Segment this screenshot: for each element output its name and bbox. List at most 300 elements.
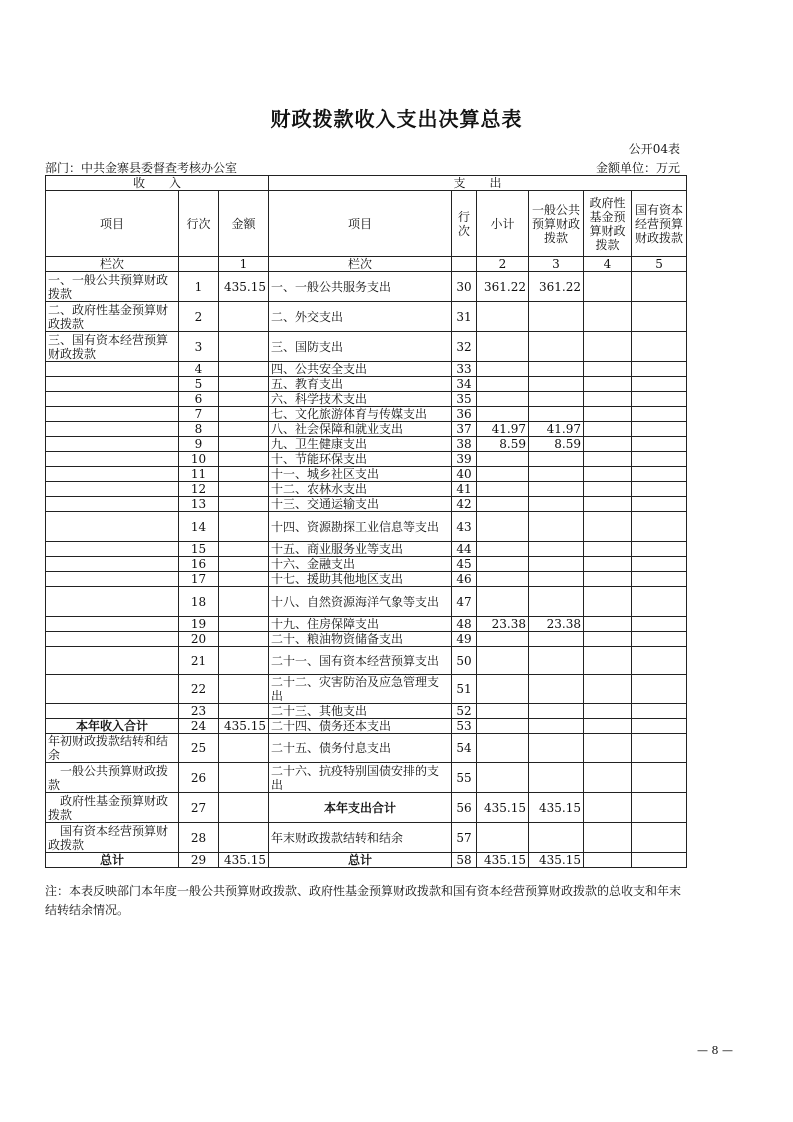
fund-budget-cell — [584, 587, 632, 617]
income-line-header: 行次 — [179, 191, 219, 257]
income-amount-cell — [219, 675, 269, 704]
fund-budget-cell — [584, 734, 632, 763]
general-budget-cell: 23.38 — [529, 617, 584, 632]
expense-line-cell: 46 — [452, 572, 477, 587]
expense-item-cell: 十八、自然资源海洋气象等支出 — [269, 587, 452, 617]
income-item-cell — [46, 362, 179, 377]
subtotal-cell — [477, 452, 529, 467]
income-item-cell — [46, 512, 179, 542]
table-row — [46, 793, 687, 823]
general-budget-cell — [529, 452, 584, 467]
income-line-cell: 23 — [179, 704, 219, 719]
income-item-cell: 国有资本经营预算财政拨款 — [46, 823, 179, 853]
table-row — [46, 587, 687, 617]
income-item-cell: 本年收入合计 — [46, 719, 179, 734]
general-budget-cell: 435.15 — [529, 793, 584, 823]
general-budget-cell: 41.97 — [529, 422, 584, 437]
income-line-cell: 24 — [179, 719, 219, 734]
income-amount-cell — [219, 407, 269, 422]
income-amount-cell — [219, 437, 269, 452]
fund-budget-cell — [584, 467, 632, 482]
table-row — [46, 734, 687, 763]
expense-item-cell: 十九、住房保障支出 — [269, 617, 452, 632]
subtotal-cell — [477, 482, 529, 497]
general-budget-cell — [529, 512, 584, 542]
income-amount-cell — [219, 572, 269, 587]
expense-item-cell: 四、公共安全支出 — [269, 362, 452, 377]
income-amount-cell — [219, 704, 269, 719]
soe-budget-header: 国有资本经营预算财政拨款 — [632, 191, 687, 257]
fund-budget-cell — [584, 763, 632, 793]
soe-budget-cell — [632, 632, 687, 647]
soe-budget-cell — [632, 587, 687, 617]
fund-budget-cell — [584, 362, 632, 377]
fund-budget-cell — [584, 542, 632, 557]
income-item-cell: 三、国有资本经营预算财政拨款 — [46, 332, 179, 362]
expense-item-cell: 十四、资源勘探工业信息等支出 — [269, 512, 452, 542]
table-row — [46, 467, 687, 482]
income-item-cell — [46, 542, 179, 557]
general-budget-cell — [529, 719, 584, 734]
expense-line-cell: 52 — [452, 704, 477, 719]
income-amount-cell: 435.15 — [219, 853, 269, 868]
subtotal-cell — [477, 542, 529, 557]
income-line-cell: 25 — [179, 734, 219, 763]
income-line-cell: 27 — [179, 793, 219, 823]
income-amount-cell — [219, 392, 269, 407]
expense-line-cell: 44 — [452, 542, 477, 557]
expense-item-cell: 十六、金融支出 — [269, 557, 452, 572]
fund-budget-cell — [584, 572, 632, 587]
income-line-cell: 28 — [179, 823, 219, 853]
expense-item-cell: 十二、农林水支出 — [269, 482, 452, 497]
subtotal-cell — [477, 467, 529, 482]
income-item-cell — [46, 392, 179, 407]
expense-item-cell: 一、一般公共服务支出 — [269, 272, 452, 302]
subtotal-cell — [477, 763, 529, 793]
expense-item-cell: 二十三、其他支出 — [269, 704, 452, 719]
expense-line-cell: 36 — [452, 407, 477, 422]
soe-budget-cell — [632, 512, 687, 542]
expense-line-cell: 37 — [452, 422, 477, 437]
income-line-cell: 13 — [179, 497, 219, 512]
general-budget-cell: 361.22 — [529, 272, 584, 302]
col-num-2: 2 — [477, 257, 529, 272]
income-line-cell: 5 — [179, 377, 219, 392]
table-row — [46, 853, 687, 868]
income-amount-cell — [219, 362, 269, 377]
income-line-cell: 22 — [179, 675, 219, 704]
subtotal-cell: 361.22 — [477, 272, 529, 302]
subtotal-cell: 435.15 — [477, 793, 529, 823]
soe-budget-cell — [632, 793, 687, 823]
income-amount-cell — [219, 482, 269, 497]
income-line-cell: 10 — [179, 452, 219, 467]
expense-line-cell: 34 — [452, 377, 477, 392]
income-item-cell — [46, 587, 179, 617]
soe-budget-cell — [632, 704, 687, 719]
general-budget-cell — [529, 362, 584, 377]
expense-line-cell: 54 — [452, 734, 477, 763]
table-row — [46, 763, 687, 793]
expense-line-cell: 43 — [452, 512, 477, 542]
soe-budget-cell — [632, 497, 687, 512]
subtotal-cell — [477, 719, 529, 734]
fund-budget-cell — [584, 793, 632, 823]
general-budget-cell — [529, 587, 584, 617]
table-row — [46, 617, 687, 632]
subtotal-cell — [477, 572, 529, 587]
income-item-cell — [46, 704, 179, 719]
income-line-cell: 26 — [179, 763, 219, 793]
soe-budget-cell — [632, 853, 687, 868]
soe-budget-cell — [632, 302, 687, 332]
subtotal-cell: 41.97 — [477, 422, 529, 437]
subtotal-cell: 23.38 — [477, 617, 529, 632]
table-row — [46, 407, 687, 422]
table-row — [46, 719, 687, 734]
finance-table — [45, 175, 687, 868]
income-item-cell — [46, 647, 179, 675]
income-item-cell — [46, 437, 179, 452]
general-budget-header: 一般公共预算财政拨款 — [529, 191, 584, 257]
income-item-cell — [46, 377, 179, 392]
subtotal-cell — [477, 675, 529, 704]
general-budget-cell — [529, 763, 584, 793]
general-budget-cell — [529, 734, 584, 763]
expense-item-cell: 十五、商业服务业等支出 — [269, 542, 452, 557]
income-line-cell: 12 — [179, 482, 219, 497]
expense-line-cell: 53 — [452, 719, 477, 734]
general-budget-cell — [529, 542, 584, 557]
general-budget-cell — [529, 647, 584, 675]
fund-budget-cell — [584, 853, 632, 868]
income-line-cell: 3 — [179, 332, 219, 362]
income-line-cell: 14 — [179, 512, 219, 542]
fund-budget-cell — [584, 302, 632, 332]
income-amount-cell — [219, 647, 269, 675]
soe-budget-cell — [632, 362, 687, 377]
table-row — [46, 557, 687, 572]
income-amount-cell — [219, 632, 269, 647]
expense-item-cell: 九、卫生健康支出 — [269, 437, 452, 452]
subtotal-cell: 8.59 — [477, 437, 529, 452]
income-amount-cell — [219, 734, 269, 763]
income-line-cell: 6 — [179, 392, 219, 407]
income-item-cell — [46, 497, 179, 512]
soe-budget-cell — [632, 734, 687, 763]
fund-budget-cell — [584, 823, 632, 853]
subtotal-cell — [477, 734, 529, 763]
subtotal-cell — [477, 332, 529, 362]
income-line-cell: 2 — [179, 302, 219, 332]
expense-item-cell: 十一、城乡社区支出 — [269, 467, 452, 482]
subtotal-cell — [477, 647, 529, 675]
income-item-header: 项目 — [46, 191, 179, 257]
expense-line-cell: 40 — [452, 467, 477, 482]
income-item-cell — [46, 452, 179, 467]
soe-budget-cell — [632, 452, 687, 467]
expense-item-cell: 五、教育支出 — [269, 377, 452, 392]
income-amount-cell: 435.15 — [219, 272, 269, 302]
income-item-cell — [46, 675, 179, 704]
table-row — [46, 422, 687, 437]
expense-line-header: 行次 — [452, 191, 477, 257]
income-amount-header: 金额 — [219, 191, 269, 257]
expense-line-cell: 49 — [452, 632, 477, 647]
income-amount-cell — [219, 452, 269, 467]
expense-item-cell: 三、国防支出 — [269, 332, 452, 362]
income-amount-cell — [219, 617, 269, 632]
income-amount-cell — [219, 512, 269, 542]
subtotal-header: 小计 — [477, 191, 529, 257]
fund-budget-cell — [584, 407, 632, 422]
general-budget-cell — [529, 482, 584, 497]
fund-budget-cell — [584, 675, 632, 704]
income-item-cell — [46, 572, 179, 587]
soe-budget-cell — [632, 647, 687, 675]
soe-budget-cell — [632, 332, 687, 362]
expense-item-header: 项目 — [269, 191, 452, 257]
column-number-row — [46, 257, 687, 272]
income-item-cell — [46, 617, 179, 632]
soe-budget-cell — [632, 467, 687, 482]
subtotal-cell — [477, 823, 529, 853]
soe-budget-cell — [632, 407, 687, 422]
income-amount-cell — [219, 587, 269, 617]
fund-budget-cell — [584, 332, 632, 362]
general-budget-cell — [529, 632, 584, 647]
expense-item-cell: 十七、援助其他地区支出 — [269, 572, 452, 587]
expense-line-cell: 58 — [452, 853, 477, 868]
subtotal-cell — [477, 704, 529, 719]
income-amount-cell — [219, 823, 269, 853]
expense-item-cell: 八、社会保障和就业支出 — [269, 422, 452, 437]
fund-budget-header: 政府性基金预算财政拨款 — [584, 191, 632, 257]
col-label-left: 栏次 — [46, 257, 179, 272]
expense-line-cell: 30 — [452, 272, 477, 302]
table-row — [46, 302, 687, 332]
expense-line-cell: 50 — [452, 647, 477, 675]
soe-budget-cell — [632, 617, 687, 632]
general-budget-cell — [529, 572, 584, 587]
expense-item-cell: 十、节能环保支出 — [269, 452, 452, 467]
expense-item-cell: 二十六、抗疫特别国债安排的支出 — [269, 763, 452, 793]
table-row — [46, 272, 687, 302]
general-budget-cell: 435.15 — [529, 853, 584, 868]
income-line-cell: 4 — [179, 362, 219, 377]
table-row — [46, 377, 687, 392]
income-line-cell: 9 — [179, 437, 219, 452]
subtotal-cell — [477, 497, 529, 512]
general-budget-cell: 8.59 — [529, 437, 584, 452]
soe-budget-cell — [632, 377, 687, 392]
income-amount-cell — [219, 377, 269, 392]
expense-line-cell: 45 — [452, 557, 477, 572]
fund-budget-cell — [584, 272, 632, 302]
income-line-cell: 16 — [179, 557, 219, 572]
subtotal-cell — [477, 392, 529, 407]
income-item-cell: 政府性基金预算财政拨款 — [46, 793, 179, 823]
page-title: 财政拨款收入支出决算总表 — [270, 107, 523, 131]
income-amount-cell — [219, 557, 269, 572]
income-item-cell — [46, 407, 179, 422]
table-row — [46, 497, 687, 512]
subtotal-cell — [477, 377, 529, 392]
soe-budget-cell — [632, 422, 687, 437]
general-budget-cell — [529, 377, 584, 392]
fund-budget-cell — [584, 482, 632, 497]
fund-budget-cell — [584, 557, 632, 572]
col-num-3: 3 — [529, 257, 584, 272]
expense-line-cell: 51 — [452, 675, 477, 704]
income-line-cell: 17 — [179, 572, 219, 587]
subtotal-cell — [477, 302, 529, 332]
expense-line-cell: 32 — [452, 332, 477, 362]
header-row-columns — [46, 191, 687, 257]
expense-line-cell: 48 — [452, 617, 477, 632]
fund-budget-cell — [584, 704, 632, 719]
expense-item-cell: 年末财政拨款结转和结余 — [269, 823, 452, 853]
fund-budget-cell — [584, 377, 632, 392]
general-budget-cell — [529, 332, 584, 362]
income-item-cell — [46, 422, 179, 437]
table-row — [46, 647, 687, 675]
subtotal-cell — [477, 632, 529, 647]
header-row-group — [46, 176, 687, 191]
income-item-cell: 二、政府性基金预算财政拨款 — [46, 302, 179, 332]
expense-item-cell: 本年支出合计 — [269, 793, 452, 823]
income-item-cell: 总计 — [46, 853, 179, 868]
income-line-cell: 1 — [179, 272, 219, 302]
table-row — [46, 823, 687, 853]
income-item-cell — [46, 557, 179, 572]
table-row — [46, 542, 687, 557]
subtotal-cell — [477, 407, 529, 422]
expense-line-cell: 39 — [452, 452, 477, 467]
income-amount-cell — [219, 302, 269, 332]
general-budget-cell — [529, 704, 584, 719]
subtotal-cell — [477, 362, 529, 377]
col-num-4: 4 — [584, 257, 632, 272]
expense-line-cell: 38 — [452, 437, 477, 452]
expense-line-cell: 35 — [452, 392, 477, 407]
col-num-5: 5 — [632, 257, 687, 272]
expense-item-cell: 七、文化旅游体育与传媒支出 — [269, 407, 452, 422]
income-amount-cell — [219, 467, 269, 482]
table-row — [46, 675, 687, 704]
department-label: 部门：中共金寨县委督查考核办公室 — [45, 161, 238, 175]
table-row — [46, 362, 687, 377]
expense-item-cell: 二十五、债务付息支出 — [269, 734, 452, 763]
income-amount-cell — [219, 332, 269, 362]
income-item-cell: 一、一般公共预算财政拨款 — [46, 272, 179, 302]
fund-budget-cell — [584, 632, 632, 647]
fund-budget-cell — [584, 617, 632, 632]
page-number: — 8 — — [697, 1044, 733, 1057]
fund-budget-cell — [584, 437, 632, 452]
soe-budget-cell — [632, 763, 687, 793]
income-line-cell: 29 — [179, 853, 219, 868]
expense-item-cell: 十三、交通运输支出 — [269, 497, 452, 512]
subtotal-cell — [477, 512, 529, 542]
fund-budget-cell — [584, 647, 632, 675]
fund-budget-cell — [584, 497, 632, 512]
general-budget-cell — [529, 407, 584, 422]
income-header: 收 入 — [46, 176, 269, 191]
expense-line-cell: 56 — [452, 793, 477, 823]
income-line-cell: 11 — [179, 467, 219, 482]
expense-header: 支 出 — [269, 176, 687, 191]
expense-item-cell: 二十四、债务还本支出 — [269, 719, 452, 734]
general-budget-cell — [529, 392, 584, 407]
general-budget-cell — [529, 302, 584, 332]
expense-item-cell: 六、科学技术支出 — [269, 392, 452, 407]
income-amount-cell — [219, 793, 269, 823]
fund-budget-cell — [584, 512, 632, 542]
income-line-cell: 15 — [179, 542, 219, 557]
table-row — [46, 512, 687, 542]
income-line-cell: 20 — [179, 632, 219, 647]
fund-budget-cell — [584, 422, 632, 437]
expense-item-cell: 二十一、国有资本经营预算支出 — [269, 647, 452, 675]
soe-budget-cell — [632, 437, 687, 452]
soe-budget-cell — [632, 823, 687, 853]
expense-item-cell: 总计 — [269, 853, 452, 868]
soe-budget-cell — [632, 482, 687, 497]
general-budget-cell — [529, 823, 584, 853]
income-item-cell: 一般公共预算财政拨款 — [46, 763, 179, 793]
form-code: 公开04表 — [628, 142, 680, 156]
table-row — [46, 437, 687, 452]
fund-budget-cell — [584, 452, 632, 467]
income-item-cell — [46, 467, 179, 482]
subtotal-cell — [477, 587, 529, 617]
col-num-1: 1 — [219, 257, 269, 272]
soe-budget-cell — [632, 719, 687, 734]
soe-budget-cell — [632, 272, 687, 302]
income-line-cell: 8 — [179, 422, 219, 437]
soe-budget-cell — [632, 675, 687, 704]
table-row — [46, 452, 687, 467]
income-amount-cell: 435.15 — [219, 719, 269, 734]
expense-line-cell: 42 — [452, 497, 477, 512]
income-line-cell: 18 — [179, 587, 219, 617]
table-row — [46, 332, 687, 362]
footnote: 注：本表反映部门本年度一般公共预算财政拨款、政府性基金预算财政拨款和国有资本经营预算财政拨款的总收支和年末结转结余情况。 — [45, 884, 682, 917]
fund-budget-cell — [584, 392, 632, 407]
expense-item-cell: 二十、粮油物资储备支出 — [269, 632, 452, 647]
table-row — [46, 704, 687, 719]
table-row — [46, 392, 687, 407]
expense-item-cell: 二十二、灾害防治及应急管理支出 — [269, 675, 452, 704]
expense-line-cell: 33 — [452, 362, 477, 377]
subtotal-cell — [477, 557, 529, 572]
expense-line-cell: 31 — [452, 302, 477, 332]
unit-label: 金额单位：万元 — [595, 161, 680, 175]
subtotal-cell: 435.15 — [477, 853, 529, 868]
income-item-cell — [46, 482, 179, 497]
soe-budget-cell — [632, 557, 687, 572]
income-amount-cell — [219, 542, 269, 557]
income-line-cell: 21 — [179, 647, 219, 675]
table-row — [46, 572, 687, 587]
income-line-cell: 19 — [179, 617, 219, 632]
expense-line-cell: 57 — [452, 823, 477, 853]
soe-budget-cell — [632, 572, 687, 587]
soe-budget-cell — [632, 392, 687, 407]
general-budget-cell — [529, 675, 584, 704]
